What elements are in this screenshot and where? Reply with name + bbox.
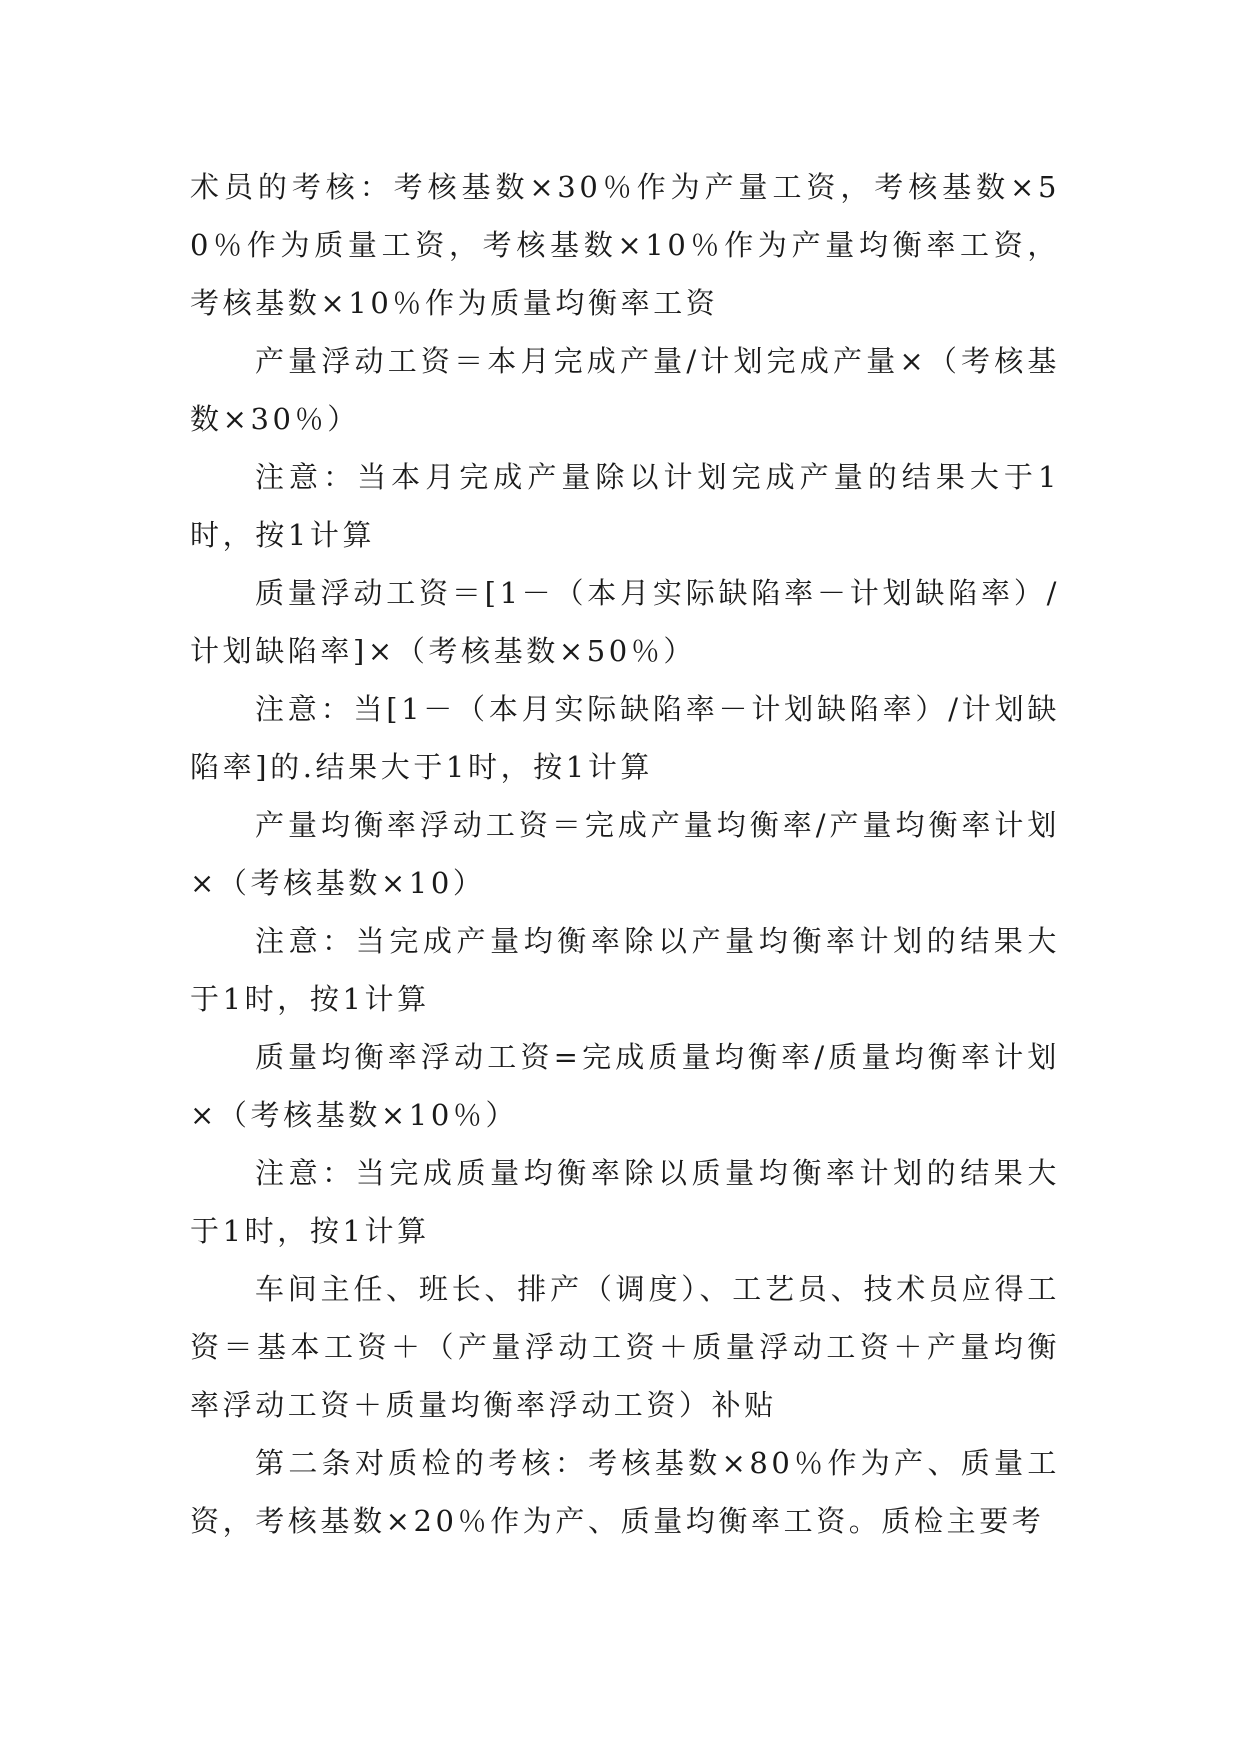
paragraph-quality-balance-wage: 质量均衡率浮动工资=完成质量均衡率/质量均衡率计划×（考核基数×10％）: [190, 1040, 1060, 1132]
paragraph-quality-note: 注意：当[1－（本月实际缺陷率－计划缺陷率）/计划缺陷率]的.结果大于1时，按1计算: [190, 692, 1060, 784]
paragraph-inspector-assessment: 第二条对质检的考核：考核基数×80％作为产、质量工资，考核基数×20％作为产、质量均衡率工资。质检主要考: [190, 1446, 1060, 1538]
paragraph-quality-balance-note: 注意：当完成质量均衡率除以质量均衡率计划的结果大于1时，按1计算: [190, 1156, 1060, 1248]
paragraph-output-balance-note: 注意：当完成产量均衡率除以产量均衡率计划的结果大于1时，按1计算: [190, 924, 1060, 1016]
paragraph-quality-floating-wage: 质量浮动工资＝[1－（本月实际缺陷率－计划缺陷率）/计划缺陷率]×（考核基数×50％）: [190, 576, 1060, 668]
paragraph-technician-assessment: 术员的考核：考核基数×30％作为产量工资，考核基数×50％作为质量工资，考核基数×10％作为产量均衡率工资，考核基数×10％作为质量均衡率工资: [190, 170, 1060, 320]
paragraph-output-floating-wage: 产量浮动工资＝本月完成产量/计划完成产量×（考核基数×30％）: [190, 344, 1060, 436]
paragraph-output-note: 注意：当本月完成产量除以计划完成产量的结果大于1时，按1计算: [190, 460, 1060, 552]
paragraph-output-balance-wage: 产量均衡率浮动工资＝完成产量均衡率/产量均衡率计划×（考核基数×10）: [190, 808, 1060, 900]
paragraph-staff-wage-formula: 车间主任、班长、排产（调度）、工艺员、技术员应得工资＝基本工资＋（产量浮动工资＋质量浮动工资＋产量均衡率浮动工资＋质量均衡率浮动工资）补贴: [190, 1272, 1060, 1422]
document-body: [190, 158, 1060, 1550]
